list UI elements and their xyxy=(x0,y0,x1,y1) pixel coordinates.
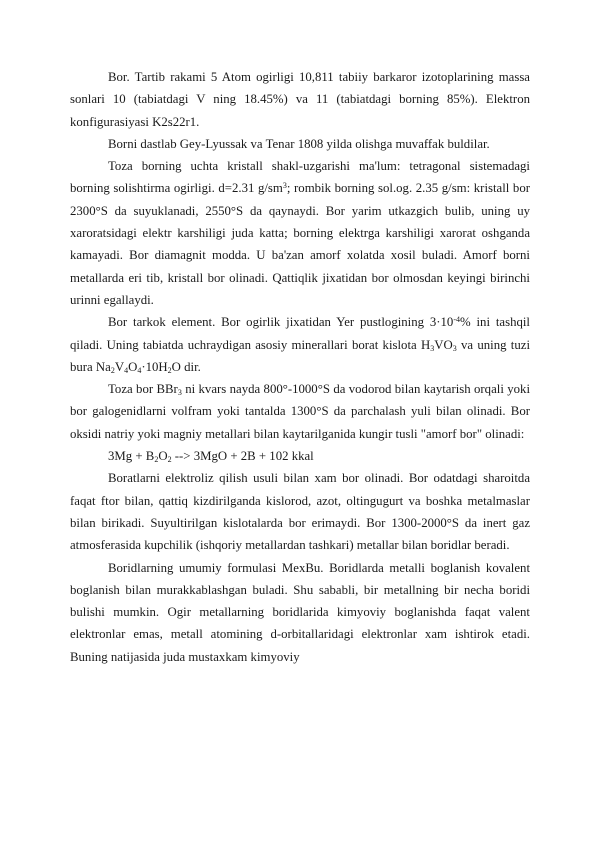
paragraph-borides: Boridlarning umumiy formulasi MexBu. Boridlarda metalli boglanish kovalent boglanish bilan murakkablashgan buladi. Shu sababli, bir metallning bir necha boridi bulishi mumkin. Ogir metallarning boridlarida kimyoviy boglanishda faqat valent elektronlar emas, metall atomining d-orbitallaridagi elektronlar xam ishtirok etadi. Buning natijasida juda mustaxkam kimyoviy xyxy=(70,560,530,664)
text-segment: O dir. xyxy=(171,359,201,374)
text-segment: Toza bor BBr xyxy=(108,382,178,397)
text-segment: O xyxy=(158,449,168,464)
text-segment: % ini tashqil qiladi. Uning tabiatda uchraydigan asosiy minerallari borat kislota H xyxy=(70,315,530,352)
subscript: 2 xyxy=(154,455,159,465)
paragraph-occurrence xyxy=(70,311,530,378)
text-segment: Bor tarkok element. Bor ogirlik jixatidan Yer pustlogining 3·10 xyxy=(108,315,454,330)
paragraph-discovery: Borni dastlab Gey-Lyussak va Tenar 1808 yilda olishga muvaffak buldilar. xyxy=(108,136,490,151)
subscript: 2 xyxy=(167,455,172,465)
text-segment: 3Mg + B xyxy=(108,449,155,464)
text-segment: O xyxy=(128,359,138,374)
document-page xyxy=(70,66,530,668)
subscript: 3 xyxy=(177,388,182,398)
text-segment: va uning tuzi bura Na xyxy=(70,337,530,374)
text-segment: ni kvars nayda 800°-1000°S da vodorod bilan kaytarish orqali yoki bor galogenidlarni volfram yoki tantalda 1300°S da parchalash yuli bilan olinadi. Bor oksidi natriy yoki magniy metallari bilan kaytarilganida kungir tusli "amorf bor" olinadi: xyxy=(70,382,530,441)
text-segment: ·10H xyxy=(141,359,168,374)
paragraph-preparation xyxy=(70,378,530,445)
text-segment: --> 3MgO + 2B + 102 kkal xyxy=(171,449,314,464)
text-segment: VO xyxy=(434,337,453,352)
paragraph-electrolysis: Boratlarni elektroliz qilish usuli bilan xam bor olinadi. Bor odatdagi sharoitda faqat ftor bilan, qattiq kizdirilganda kislorod, azot, oltingugurt va boshka metalmaslar bilan birikadi. Suyultirilgan kislotalarda bor erimaydi. Bor 1300-2000°S da inert gaz atmosferasida kupchilik (ishqoriy metallardan tashkari) metallar bilan boridlar beradi. xyxy=(70,471,530,553)
text-segment: Toza borning uchta kristall shakl-uzgarishi ma'lum: tetragonal sistemadagi borning solishtirma ogirligi. d=2.31 g/sm xyxy=(70,159,530,196)
text-segment: V xyxy=(114,359,125,374)
subscript: 4 xyxy=(124,365,129,375)
subscript: 3 xyxy=(430,343,435,353)
text-segment: ; rombik borning sol.og. 2.35 g/sm: kristall bor 2300°S da suyuklanadi, 2550°S da qaynaydi. Bor yarim utkazgich bulib, uning uy xaroratsidagi elektr karshiligi juda katta; borning elektrga karshiligi xarorat oshganda kamayadi. Bor diamagnit modda. U ba'zan amorf xolatda xosil buladi. Amorf borni metallarda eri tib, kristall bor olinadi. Qattiqlik jixatidan bor olmosdan keyingi birinchi urinni egallaydi. xyxy=(70,181,530,307)
subscript: 4 xyxy=(137,365,142,375)
superscript: -4 xyxy=(453,315,460,325)
superscript: 3 xyxy=(282,181,287,191)
subscript: 2 xyxy=(110,365,115,375)
reaction-formula xyxy=(70,445,530,467)
subscript: 3 xyxy=(452,343,457,353)
subscript: 2 xyxy=(167,365,172,375)
paragraph-crystal-forms xyxy=(70,155,530,311)
paragraph-atomic-data: Bor. Tartib rakami 5 Atom ogirligi 10,811 tabiiy barkaror izotoplarining massa sonlari 10 (tabiatdagi V ning 18.45%) va 11 (tabiatdagi borning 85%). Elektron konfigurasiyasi K2s22r1. xyxy=(70,70,530,129)
